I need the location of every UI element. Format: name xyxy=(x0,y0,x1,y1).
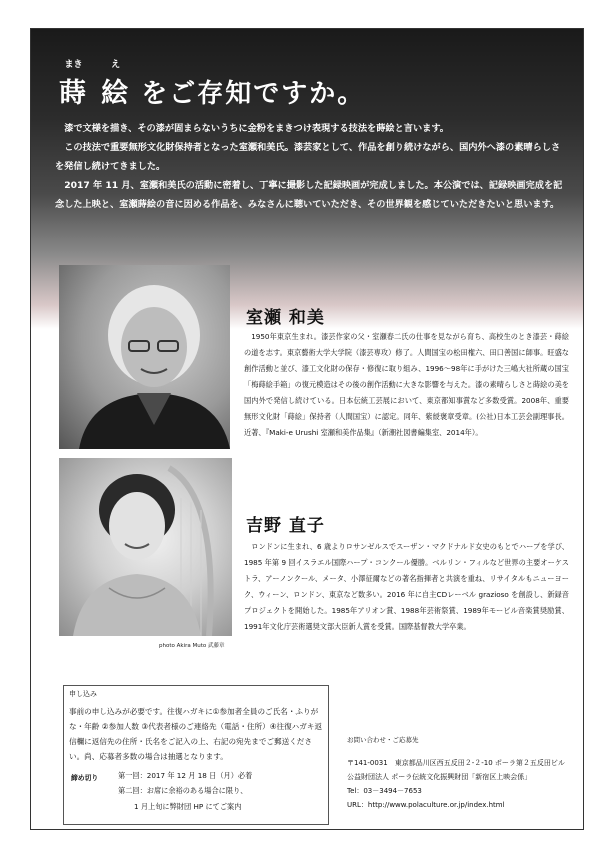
application-body: 事前の申し込みが必要です。往復ハガキに①参加者全員のご氏名・ふりがな・年齢 ②参加人数 ③代表者様のご連絡先（電話・住所）④往復ハガキ返信欄に返信先の住所・氏名をご記入の上、右記の宛先までご郵送ください。尚、応募者多数の場合は抽選となります。 xyxy=(69,707,323,761)
portrait-murose-graphic xyxy=(59,265,230,449)
deadline-second-note: 1 月上旬に弊財団 HP にてご案内 xyxy=(134,802,242,811)
title-ruby-maki: まき xyxy=(64,60,83,70)
application-box xyxy=(63,685,329,825)
flyer-frame xyxy=(30,28,584,830)
application-title: 申し込み xyxy=(69,690,97,698)
contact-tel: Tel：03－3494－7653 xyxy=(347,787,422,795)
bio-text: ロンドンに生まれ、6 歳よりロサンゼルスでスーザン・マクドナルド女史のもとでハープを学び、1985 年第 9 回イスラエル国際ハープ・コンクール優勝。ベルリン・フィルなど世界の主要オーケストラ、アーノンクール、メータ、小澤征爾などの著名指揮者と共演を重ね、リサイタルもニューヨーク、ウィーン、ロンドン、東京など数多い。2016 年に自主CDレーベル grazioso を創設し、新録音プロジェクトを開始した。1985年アリオン賞、1988年芸術祭賞、1989年モービル音楽賞奨励賞、1991年文化庁芸術選奨文部大臣新人賞を受賞。国際基督教大学卒業。 xyxy=(244,542,569,631)
title-kanji-maki: まき 蒔 xyxy=(59,71,88,110)
person-bio-yoshino xyxy=(244,539,569,635)
contact-address: 〒141-0031 東京都品川区西五反田２-２-10 ポーラ第２五反田ビル xyxy=(347,759,565,767)
title-ruby-e: え xyxy=(111,60,121,70)
deadline-label: 締め切り xyxy=(71,774,99,782)
person-name-yoshino: 吉野 直子 xyxy=(246,516,325,536)
portrait-murose xyxy=(59,265,230,449)
bio-text: 1950年東京生まれ。漆芸作家の父・室瀬春二氏の仕事を見ながら育ち、高校生のとき漆芸・蒔絵の道を志す。東京藝術大学大学院（漆芸専攻）修了。人間国宝の松田権六、田口善国に師事。旺盛な創作活動と並び、漆工文化財の保存・修復に取り組み、1996～98年に手がけた三嶋大社所蔵の国宝「梅蒔絵手箱」の復元模造はその後の創作活動に大きな影響を与えた。漆の素晴らしさと蒔絵の美を国内外で発信し続けている。日本伝統工芸展において、東京都知事賞など多数受賞。2008年、重要無形文化財「蒔絵」保持者（人間国宝）に認定。同年、紫綬褒章受章。(公社)日本工芸会副理事長。近著、『Maki-e Urushi 室瀬和美作品集』（新潮社図書編集室、2014年）。 xyxy=(244,332,569,437)
intro-paragraph: 漆で文様を描き、その漆が固まらないうちに金粉をまきつけ表現する技法を蒔絵と言います。 xyxy=(64,123,449,134)
portrait-yoshino xyxy=(59,458,232,636)
page-title xyxy=(59,60,366,110)
photo-credit: photo Akira Muto 武藤章 xyxy=(159,643,225,649)
person-bio-murose xyxy=(244,329,569,441)
deadline-first: 第一回：2017 年 12 月 18 日（月）必着 xyxy=(118,771,253,780)
contact-block xyxy=(347,735,565,812)
portrait-yoshino-graphic xyxy=(59,458,232,636)
contact-title: お問い合わせ・ご応募先 xyxy=(347,736,419,744)
contact-url[interactable]: URL：http://www.polaculture.or.jp/index.html xyxy=(347,801,505,809)
intro-paragraph: この技法で重要無形文化財保持者となった室瀬和美氏。漆芸家として、作品を創り続けながら、国内外へ漆の素晴らしさを発信し続けてきました。 xyxy=(55,142,561,172)
contact-org: 公益財団法人 ポーラ伝統文化振興財団「新宿区上映会係」 xyxy=(347,773,532,781)
intro-paragraph: 2017 年 11 月、室瀬和美氏の活動に密着し、丁寧に撮影した記録映画が完成しました。本公演では、記録映画完成を記念した上映と、室瀬蒔絵の音に因める作品を、みなさんに聴いていただき、その世界観を感じていただきたいと思います。 xyxy=(55,180,563,210)
deadline-second: 第二回：お席に余裕のある場合に限り、 xyxy=(118,786,248,795)
title-kanji-e: え 絵 xyxy=(101,71,130,110)
person-name-murose: 室瀬 和美 xyxy=(246,308,325,328)
title-rest: をご存知ですか。 xyxy=(141,79,366,109)
intro-text xyxy=(55,119,565,214)
